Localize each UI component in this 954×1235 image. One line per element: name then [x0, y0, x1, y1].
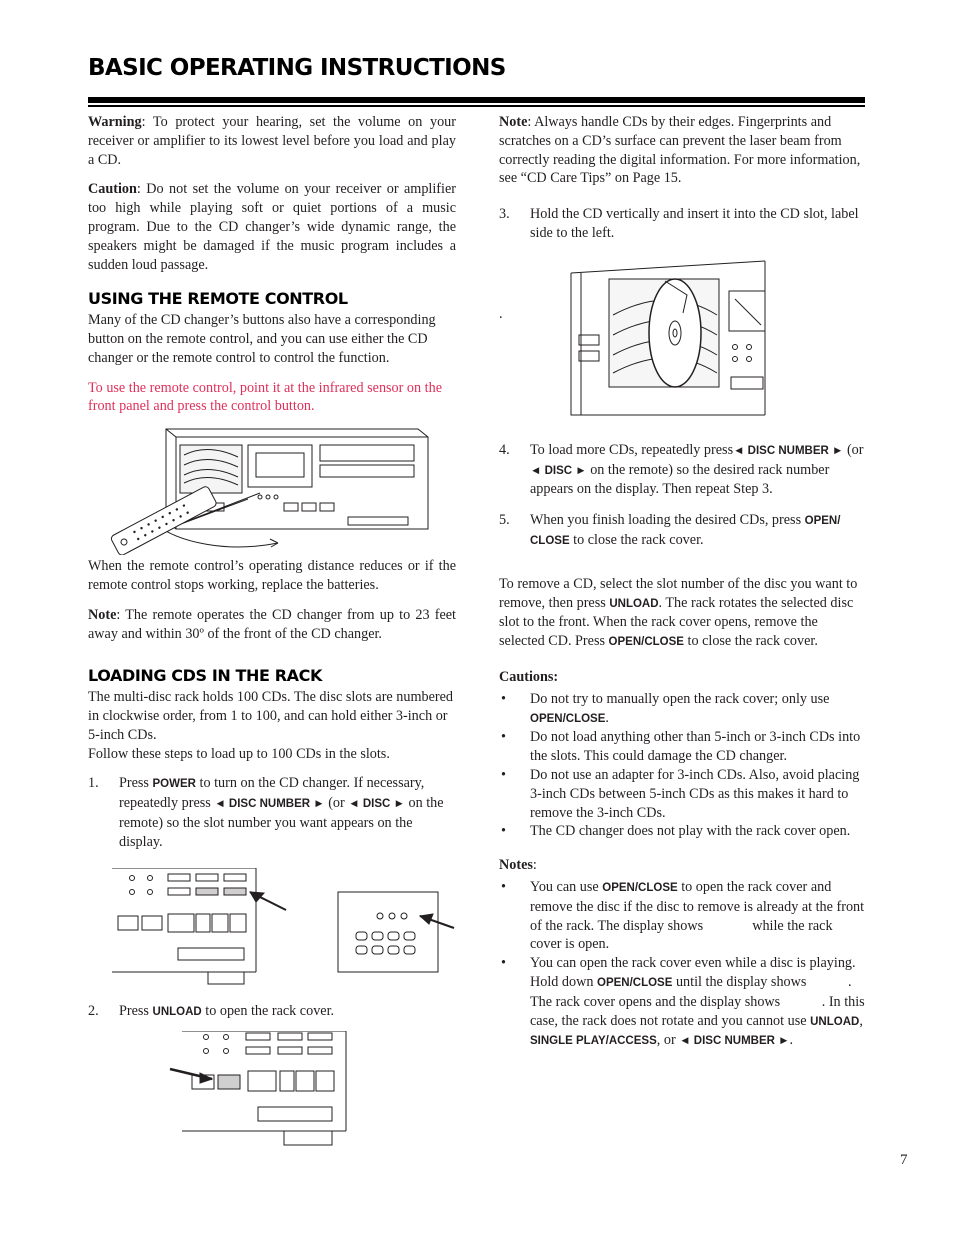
note-item: • You can use OPEN/CLOSE to open the rack cover and remove the disc if the disc to remove is already at the front of the rack. The display shows while the rack cover is open. — [501, 878, 865, 953]
step-4: 4. To load more CDs, repeatedly press◄ DISC NUMBER ► (or ◄ DISC ► on the remote) so the desired rack number appears on the display. Then repeat Step 3. — [499, 441, 864, 498]
front-panel-disc-number-illustration — [88, 868, 456, 990]
stray-dot: . — [499, 305, 503, 322]
caution-item: • Do not use an adapter for 3-inch CDs. Also, avoid placing 3-inch CDs between 5-inch CDs as this makes it hard to remove the 3-inch CDs. — [501, 766, 860, 821]
loading-heading: LOADING CDS IN THE RACK — [88, 666, 322, 686]
loading-intro: The multi-disc rack holds 100 CDs. The disc slots are numbered in clockwise order, from 1 to 100, and can hold either 3-inch or 5-inch CDs. — [88, 689, 453, 743]
notes-heading: Notes: — [499, 857, 537, 874]
remote-tip: To use the remote control, point it at the infrared sensor on the front panel and press the control button. — [88, 379, 442, 415]
power-button-label: POWER — [152, 778, 196, 791]
title-rule — [88, 97, 865, 107]
insert-cd-figure — [499, 255, 867, 429]
caution-paragraph: Caution: Do not set the volume on your receiver or amplifier too high while playing soft or quiet portions of a music program. Due to the CD changer’s wide dynamic range, the speakers might be damaged if the music program includes a sudden loud passage. — [88, 181, 456, 273]
caution-label: Caution — [88, 181, 137, 198]
battery-paragraph: When the remote control’s operating distance reduces or if the remote control stops working, replace the batteries. — [88, 558, 456, 593]
page-number: 7 — [900, 1152, 908, 1168]
right-column — [499, 113, 867, 1051]
remove-paragraph: To remove a CD, select the slot number of the disc you want to remove, then press UNLOAD. The rack rotates the selected disc slot to the front. When the rack cover opens, remove the selected CD. Press OPEN/CLOSE to close the rack cover. — [499, 575, 858, 650]
caution-item: • Do not load anything other than 5-inch or 3-inch CDs into the slots. This could damage the CD changer. — [501, 729, 861, 765]
step-5: 5. When you finish loading the desired CDs, press OPEN/ CLOSE to close the rack cover. — [499, 512, 841, 548]
step-1: 1. Press POWER to turn on the CD changer. If necessary, repeatedly press ◄ DISC NUMBER ► (or ◄ DISC ► on the remote) so the slot number you want appears on the display. — [88, 775, 444, 850]
caution-item: • The CD changer does not play with the rack cover open. — [501, 823, 851, 840]
unload-button-label: UNLOAD — [152, 1005, 202, 1018]
page-title: BASIC OPERATING INSTRUCTIONS — [88, 55, 506, 81]
remote-note: Note: The remote operates the CD changer from up to 23 feet away and within 30º of the front of the CD changer. — [88, 606, 456, 642]
left-column — [88, 113, 456, 1149]
cautions-heading: Cautions: — [499, 668, 559, 685]
step-2: 2. Press UNLOAD to open the rack cover. — [88, 1002, 335, 1019]
remote-intro: Many of the CD changer’s buttons also have a corresponding button on the remote control, and you can use either the CD changer or the remote control to control the function. — [88, 312, 436, 366]
step-3: 3. Hold the CD vertically and insert it into the CD slot, label side to the left. — [499, 206, 859, 241]
warning-paragraph: Warning: To protect your hearing, set the volume on your receiver or amplifier to its lowest level before you load and play a CD. — [88, 114, 456, 168]
front-panel-unload-illustration — [88, 1031, 456, 1149]
handling-note: Note: Always handle CDs by their edges. Fingerprints and scratches on a CD’s surface can prevent the laser beam from correctly reading the digital information. For more information, see “CD Care Tips” on Page 15. — [499, 114, 861, 187]
caution-item: • Do not try to manually open the rack cover; only use OPEN/CLOSE. — [501, 690, 830, 726]
remote-control-illustration — [88, 425, 456, 555]
insert-cd-illustration — [499, 255, 867, 429]
warning-label: Warning — [88, 114, 142, 130]
note-item: • You can open the rack cover even while a disc is playing. Hold down OPEN/CLOSE until the display shows . The rack cover opens and the display shows . In this case, the rack does not rotate and you cannot use UNLOAD, SINGLE PLAY/ACCESS, or ◄ DISC NUMBER ►. — [501, 955, 865, 1049]
remote-heading: USING THE REMOTE CONTROL — [88, 289, 348, 309]
loading-follow: Follow these steps to load up to 100 CDs in the slots. — [88, 745, 390, 762]
